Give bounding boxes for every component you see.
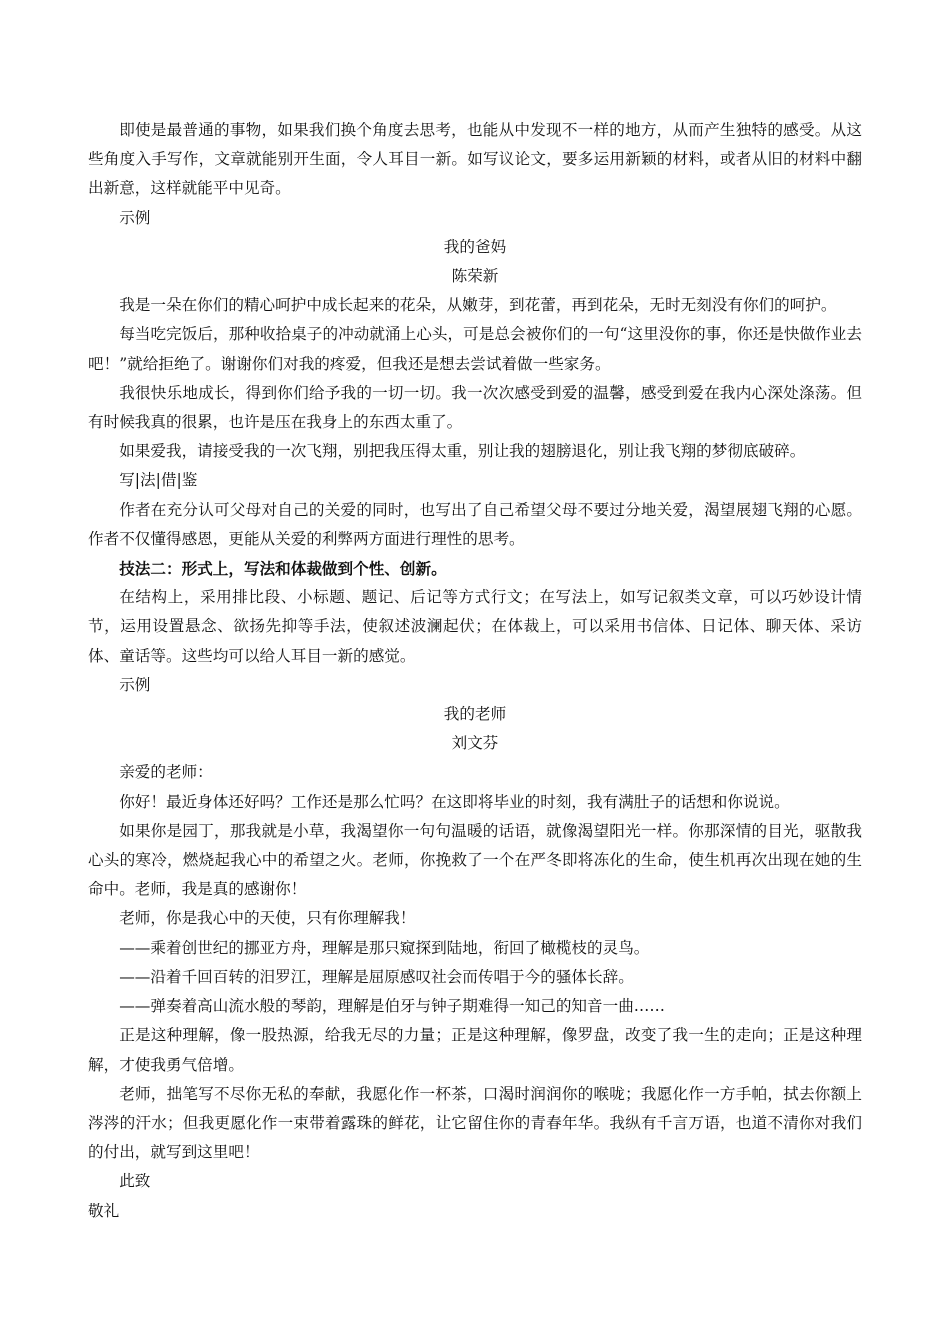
example-label: 示例 [119, 208, 151, 227]
document-page [88, 116, 862, 1226]
essay-paragraph: 我是一朵在你们的精心呵护中成长起来的花朵，从嫩芽，到花蕾，再到花朵，无时无刻没有你们的呵护。 [119, 296, 837, 315]
letter-paragraph: 如果你是园丁，那我就是小草，我渴望你一句句温暖的话语，就像渴望阳光一样。你那深情的目光，驱散我心头的寒冷，燃烧起我心中的希望之火。老师，你挽救了一个在严冬即将冻化的生命，使生机再次出现在她的生命中。老师，我是真的感谢你！ [88, 821, 862, 899]
letter-paragraph: 老师，你是我心中的天使，只有你理解我！ [119, 909, 416, 928]
letter-dash-line: ——乘着创世纪的挪亚方舟，理解是那只窥探到陆地，衔回了橄榄枝的灵鸟。 [119, 938, 650, 957]
essay-author: 刘文芬 [451, 734, 499, 753]
technique-text: 在结构上，采用排比段、小标题、题记、后记等方式行文；在写法上，如写记叙类文章，可以巧妙设计情节，运用设置悬念、欲扬先抑等手法，使叙述波澜起伏；在体裁上，可以采用书信体、日记体、聊天体、采访体、童话等。这些均可以给人耳目一新的感觉。 [88, 588, 862, 665]
essay-paragraph: 如果爱我，请接受我的一次飞翔，别把我压得太重，别让我的翅膀退化，别让我飞翔的梦彻底破碎。 [119, 442, 806, 461]
essay-paragraph: 每当吃完饭后，那种收拾桌子的冲动就涌上心头，可是总会被你们的一句“这里没你的事，你还是快做作业去吧！”就给拒绝了。谢谢你们对我的疼爱，但我还是想去尝试着做一些家务。 [88, 325, 862, 373]
letter-closing: 敬礼 [88, 1201, 120, 1220]
intro-paragraph: 即使是最普通的事物，如果我们换个角度去思考，也能从中发现不一样的地方，从而产生独特的感受。从这些角度入手写作，文章就能别开生面，令人耳目一新。如写议论文，要多运用新颖的材料，或者从旧的材料中翻出新意，这样就能平中见奇。 [88, 121, 862, 198]
letter-dash-line: ——沿着千回百转的汨罗江，理解是屈原感叹社会而传唱于今的骚体长辞。 [119, 967, 634, 986]
letter-greeting: 你好！最近身体还好吗？工作还是那么忙吗？在这即将毕业的时刻，我有满肚子的话想和你说说。 [119, 792, 790, 811]
review-label: 写|法|借|鉴 [119, 471, 198, 490]
letter-closing: 此致 [119, 1172, 151, 1191]
essay-author: 陈荣新 [451, 267, 499, 286]
letter-paragraph: 老师，拙笔写不尽你无私的奉献，我愿化作一杯茶，口渴时润润你的喉咙；我愿化作一方手帕，拭去你额上涔涔的汗水；但我更愿化作一束带着露珠的鲜花，让它留住你的青春年华。我纵有千言万语，也道不清你对我们的付出，就写到这里吧！ [88, 1084, 862, 1162]
essay-title: 我的老师 [443, 705, 507, 724]
essay-paragraph: 我很快乐地成长，得到你们给予我的一切一切。我一次次感受到爱的温馨，感受到爱在我内心深处涤荡。但有时候我真的很累，也许是压在我身上的东西太重了。 [88, 383, 862, 432]
review-text: 作者在充分认可父母对自己的关爱的同时，也写出了自己希望父母不要过分地关爱，渴望展翅飞翔的心愿。作者不仅懂得感恩，更能从关爱的利弊两方面进行理性的思考。 [88, 500, 862, 548]
essay-title: 我的爸妈 [443, 237, 507, 256]
technique-heading: 技法二：形式上，写法和体裁做到个性、创新。 [119, 559, 447, 579]
example-label: 示例 [119, 675, 151, 694]
letter-paragraph: 正是这种理解，像一股热源，给我无尽的力量；正是这种理解，像罗盘，改变了我一生的走向；正是这种理解，才使我勇气倍增。 [88, 1026, 862, 1074]
letter-salutation: 亲爱的老师： [119, 763, 213, 782]
letter-dash-line: ——弹奏着高山流水般的琴韵，理解是伯牙与钟子期难得一知己的知音一曲…… [119, 997, 665, 1016]
